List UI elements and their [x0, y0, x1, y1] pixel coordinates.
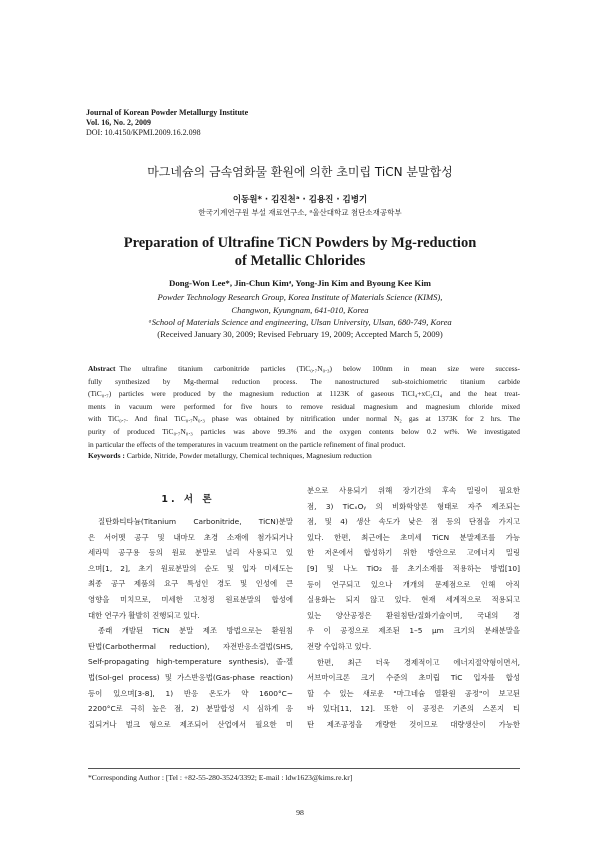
- body-line: 할 수 있는 새로운 "마그네슘 열환원 공정"이 보고된: [307, 688, 520, 698]
- journal-header: [86, 108, 248, 138]
- body-line: 최종 공구 제품의 요구 특성인 경도 및 인성에 큰: [88, 579, 293, 589]
- journal-volume: Vol. 16, No. 2, 2009: [86, 118, 152, 127]
- english-authors: Dong-Won Lee*, Jin-Chun Kimᵃ, Yong-Jin Kim and Byoung Kee Kim: [168, 278, 432, 288]
- body-line: 분으로 사용되기 위해 장기간의 후속 밀링이 필요한: [307, 486, 520, 495]
- korean-title: 마그네슘의 금속염화물 환원에 의한 초미립 TiCN 분말합성: [147, 165, 453, 179]
- english-title-line2: of Metallic Chlorides: [234, 253, 366, 269]
- body-line: 우 이 공정으로 제조된 1–5 μm 크기의 분쇄분말을: [307, 626, 520, 636]
- english-affiliation-line1: Powder Technology Research Group, Korea Institute of Materials Science (KIMS),: [157, 292, 443, 302]
- journal-name: Journal of Korean Powder Metallurgy Institute: [86, 108, 249, 117]
- abstract: [88, 363, 520, 451]
- body-column-right: [307, 483, 520, 733]
- body-line: 바 있다[11, 12]. 또한 이 공정은 기존의 스폰지 티: [307, 704, 520, 714]
- body-line: 있는 양산공정은 환원침탄/질화기술이며, 국내의 경: [307, 610, 520, 620]
- korean-affiliation: 한국기계연구원 부설 재료연구소, ᵃ울산대학교 첨단소재공학부: [198, 208, 402, 217]
- body-line: 법(Sol-gel process) 및 가스반응법(Gas-phase reaction): [88, 672, 293, 682]
- body-line: 서브마이크론 크기 수준의 초미립 TiC 입자를 합성: [307, 673, 520, 683]
- corresponding-author-footnote: *Corresponding Author : [Tel : +82-55-280-3524/3392; E-mail : ldw1623@kims.re.kr]: [88, 773, 353, 782]
- body-line: 등이 연구되고 있으나 개개의 문제점으로 인해 아직: [307, 579, 520, 589]
- abstract-line: purity of produced TiC₀.₇N₀.₃ particles was above 99.3% and the oxygen contents below 0.2 wt%. We investigated: [88, 426, 520, 436]
- body-line: 점, 및 4) 생산 속도가 낮은 점 등의 단점을 가지고: [307, 517, 520, 527]
- english-affiliation-line2: Changwon, Kyungnam, 641-010, Korea: [231, 304, 369, 315]
- body-line: 집되거나 벌크 형으로 제조되어 산업에서 필요한 미: [88, 719, 293, 729]
- body-line: 전량 수입하고 있다.: [307, 641, 372, 651]
- body-line: 탄법(Carbothermal reduction), 자전반응소결법(SHS,: [88, 641, 293, 651]
- english-affiliation-line3: ᵃSchool of Materials Science and engineering, Ulsan University, Ulsan, 680-749, Korea: [148, 317, 452, 327]
- keywords: [88, 451, 520, 460]
- received-dates: (Received January 30, 2009; Revised February 19, 2009; Accepted March 5, 2009): [157, 329, 443, 339]
- footnote-divider: [88, 768, 520, 769]
- body-line: 은 서어멧 공구 및 내마모 초경 소재에 첨가되거나: [88, 532, 293, 542]
- korean-authors: 이동원* · 김진천ᵃ · 김용진 · 김병기: [232, 195, 368, 205]
- body-line: Self-propagating high-temperature synthesis), 졸-겔: [88, 657, 293, 667]
- abstract-line: (TiC₀.₇) particles were produced by the magnesium reduction at 1123K of gaseous TiCl₄+xC₂Cl₄ and the heat treat-: [88, 389, 520, 399]
- abstract-line: with TiC₀.₇. And final TiC₀.₇N₀.₃ phase was obtained by nitrification under normal N₂ gas at 1373K for 2 hrs. The: [88, 414, 520, 424]
- abstract-line: ments in vacuum were performed for five hours to remove residual magnesium and magnesium chloride mixed: [88, 401, 520, 411]
- body-line: 있다. 한편, 최근에는 초미세 TiCN 분말제조를 가능: [307, 532, 520, 542]
- journal-doi: DOI: 10.4150/KPMI.2009.16.2.098: [86, 128, 201, 137]
- body-line: 으며[1, 2], 초기 원료분말의 순도 및 입자 미세도는: [88, 563, 293, 573]
- body-line: 질탄화티타늄(Titanium Carbonitride, TiCN)분말: [98, 517, 293, 526]
- body-line: 한편, 최근 더욱 경제적이고 에너지절약형이면서,: [317, 657, 520, 667]
- body-line: 점, 3) TiCₓOᵧ 의 비화학양론 형태로 자주 제조되는: [307, 501, 520, 511]
- body-line: 탄 제조공정을 개량한 것이므로 대량생산이 가능한: [307, 719, 520, 729]
- english-title: [0, 234, 600, 270]
- body-line: 2200°C로 극히 높은 점, 2) 분말합성 시 심하게 응: [88, 704, 293, 714]
- abstract-line: fully synthesized by Mg-thermal reduction process. The nanostructured sub-stoichiometric titanium carbide: [88, 376, 520, 386]
- english-affiliation: [0, 291, 600, 329]
- english-title-line1: Preparation of Ultrafine TiCN Powders by Mg-reduction: [123, 235, 477, 251]
- body-line: 실용화는 되지 않고 있다. 현재 세계적으로 적용되고: [307, 595, 520, 605]
- abstract-line: Abstract The ultrafine titanium carbonitride particles (TiC₀.₇N₀.₃) below 100nm in mean size were success-: [88, 364, 520, 373]
- abstract-line: in particular the effects of the temperatures in vacuum treatment on the particle refinement of final product.: [88, 439, 406, 449]
- abstract-label: Abstract: [88, 364, 116, 373]
- body-line: 영향을 미치므로, 미세한 고청정 원료분말의 합성에: [88, 594, 293, 604]
- body-line: 등이 있으며[3-8], 1) 반응 온도가 약 1600°C~: [88, 688, 293, 698]
- keywords-label: Keywords :: [88, 451, 125, 460]
- body-line: 세라믹 공구용 등의 원료 분말로 널리 사용되고 있: [88, 548, 293, 558]
- section-heading-introduction: 1. 서 론: [161, 494, 215, 505]
- body-line: 한 저온에서 합성하기 위한 방안으로 고에너지 밀링: [307, 548, 520, 558]
- body-column-left: [88, 514, 293, 732]
- body-line: 대한 연구가 활발히 진행되고 있다.: [88, 610, 200, 620]
- body-line: [9] 및 나노 TiO₂ 를 초기소재를 적용하는 방법[10]: [307, 563, 520, 573]
- keywords-text: Carbide, Nitride, Powder metallurgy, Chemical techniques, Magnesium reduction: [124, 451, 372, 460]
- body-line: 종래 개발된 TiCN 분말 제조 방법으로는 환원침: [98, 626, 293, 636]
- page-number: 98: [296, 808, 304, 817]
